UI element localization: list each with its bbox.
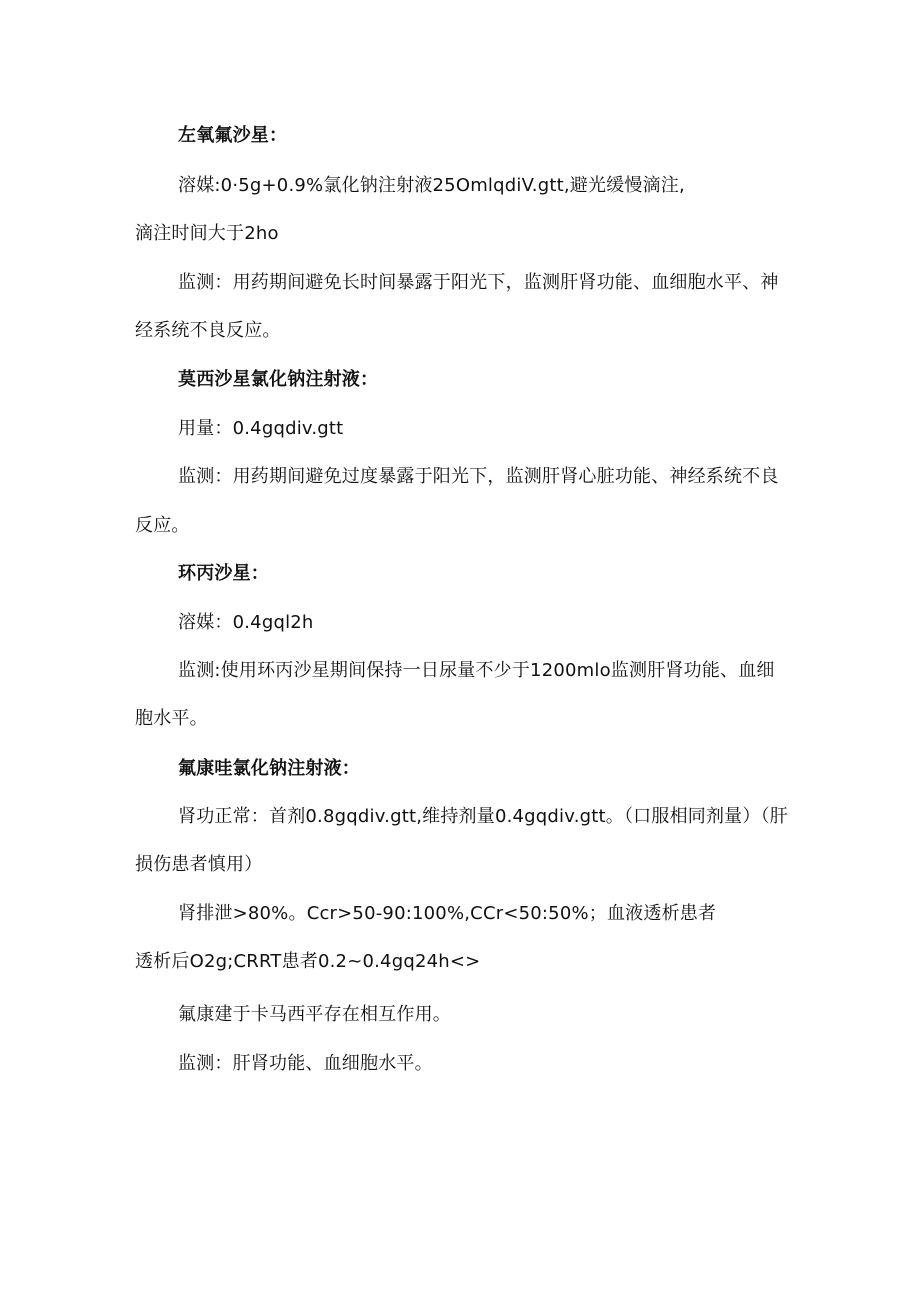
paragraph-line: 监测：用药期间避免长时间暴露于阳光下，监测肝肾功能、血细胞水平、神: [178, 272, 779, 293]
paragraph-line: 监测：肝肾功能、血细胞水平。: [178, 1053, 433, 1074]
section-heading-ciprofloxacin: 环丙沙星：: [178, 563, 269, 584]
paragraph-line: 肾排泄>80%。Ccr>50-90:100%,CCr<50:50%；血液透析患者: [178, 903, 717, 924]
paragraph-line: 肾功正常：首剂0.8gqdiv.gtt,维持剂量0.4gqdiv.gtt。（口服相同剂量）（肝: [178, 806, 788, 827]
paragraph-line: 用量：0.4gqdiv.gtt: [178, 418, 344, 439]
section-heading-levofloxacin: 左氧氟沙星：: [178, 125, 288, 146]
paragraph-line: 胞水平。: [135, 708, 208, 729]
paragraph-line: 反应。: [135, 515, 190, 536]
paragraph-line: 监测：用药期间避免过度暴露于阳光下，监测肝肾心脏功能、神经系统不良: [178, 466, 779, 487]
paragraph-line: 滴注时间大于2ho: [135, 223, 279, 244]
section-heading-fluconazole: 氟康哇氯化钠注射液：: [178, 758, 360, 779]
paragraph-line: 溶媒：0.4gql2h: [178, 612, 314, 633]
paragraph-line: 氟康建于卡马西平存在相互作用。: [178, 1004, 451, 1025]
paragraph-line: 监测:使用环丙沙星期间保持一日尿量不少于1200mlo监测肝肾功能、血细: [178, 660, 775, 681]
section-heading-moxifloxacin: 莫西沙星氯化钠注射液：: [178, 369, 379, 390]
paragraph-line: 溶媒:0·5g+0.9%氯化钠注射液25OmlqdiV.gtt,避光缓慢滴注,: [178, 175, 685, 196]
paragraph-line: 经系统不良反应。: [135, 320, 281, 341]
paragraph-line: 透析后O2g;CRRT患者0.2~0.4gq24h<>: [135, 951, 481, 972]
paragraph-line: 损伤患者慎用）: [135, 854, 263, 875]
